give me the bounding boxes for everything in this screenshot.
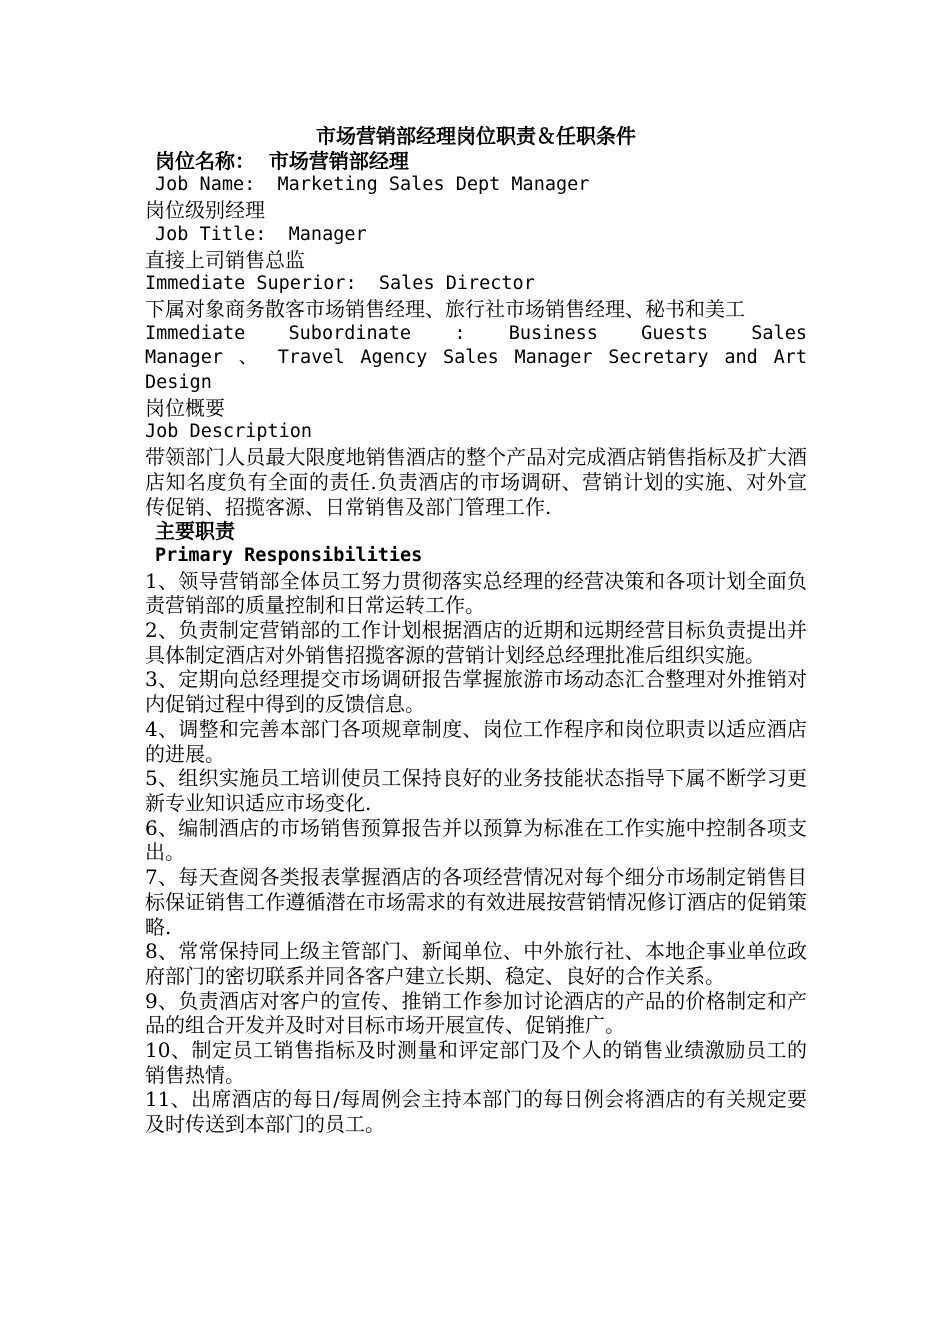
responsibility-item-2: 2、负责制定营销部的工作计划根据酒店的近期和远期经营目标负责提出并具体制定酒店对外销售招揽客源的营销计划经总经理批准后组织实施。 (145, 618, 807, 667)
responsibility-item-4: 4、调整和完善本部门各项规章制度、岗位工作程序和岗位职责以适应酒店的进展。 (145, 716, 807, 766)
responsibility-item-9: 9、负责酒店对客户的宣传、推销工作参加讨论酒店的产品的价格制定和产品的组合开发并及时对目标市场开展宣传、促销推广。 (145, 988, 807, 1038)
direct-superior: 直接上司销售总监 (145, 247, 305, 272)
responsibility-item-6: 6、编制酒店的市场销售预算报告并以预算为标准在工作实施中控制各项支出。 (145, 815, 807, 865)
subordinates: 下属对象商务散客市场销售经理、旅行社市场销售经理、秘书和美工 (145, 296, 745, 321)
responsibility-item-5: 5、组织实施员工培训使员工保持良好的业务技能状态指导下属不断学习更新专业知识适应市场变化. (145, 766, 807, 815)
responsibility-item-7: 7、每天查阅各类报表掌握酒店的各项经营情况对每个细分市场制定销售目标保证销售工作遵循潜在市场需求的有效进展按营销情况修订酒店的促销策略. (145, 865, 807, 939)
subordinates-en-line-1: Immediate Subordinate : Business Guests Sales (145, 322, 807, 344)
subordinates-en-line-2: Manager 、 Travel Agency Sales Manager Secretary and Art (145, 347, 807, 369)
position-name-en: Job Name: Marketing Sales Dept Manager (155, 174, 590, 196)
document-page (145, 124, 807, 1137)
responsibility-item-10: 10、制定员工销售指标及时测量和评定部门及个人的销售业绩激励员工的销售热情。 (145, 1038, 807, 1087)
responsibilities-heading: 主要职责 (155, 519, 235, 544)
direct-superior-en: Immediate Superior: Sales Director (145, 273, 535, 295)
responsibility-item-8: 8、常常保持同上级主管部门、新闻单位、中外旅行社、本地企事业单位政府部门的密切联系并同各客户建立长期、稳定、良好的合作关系。 (145, 939, 807, 988)
position-level: 岗位级别经理 (145, 198, 265, 223)
summary-heading: 岗位概要 (145, 395, 225, 420)
responsibility-item-11: 11、出席酒店的每日/每周例会主持本部门的每日例会将酒店的有关规定要及时传送到本部门的员工。 (145, 1087, 807, 1137)
position-name: 岗位名称： 市场营销部经理 (155, 148, 409, 173)
position-level-en: Job Title: Manager (155, 223, 367, 245)
responsibility-item-1: 1、领导营销部全体员工努力贯彻落实总经理的经营决策和各项计划全面负责营销部的质量控制和日常运转工作。 (145, 568, 807, 618)
responsibility-item-3: 3、定期向总经理提交市场调研报告掌握旅游市场动态汇合整理对外推销对内促销过程中得到的反馈信息。 (145, 667, 807, 717)
responsibilities-heading-en: Primary Responsibilities (155, 544, 423, 566)
subordinates-en-line-3: Design (145, 372, 212, 394)
document-title: 市场营销部经理岗位职责＆任职条件 (316, 124, 636, 148)
summary-heading-en: Job Description (145, 421, 313, 443)
summary-text: 带领部门人员最大限度地销售酒店的整个产品对完成酒店销售指标及扩大酒店知名度负有全面的责任.负责酒店的市场调研、营销计划的实施、对外宣传促销、招揽客源、日常销售及部门管理工作. (145, 445, 807, 519)
